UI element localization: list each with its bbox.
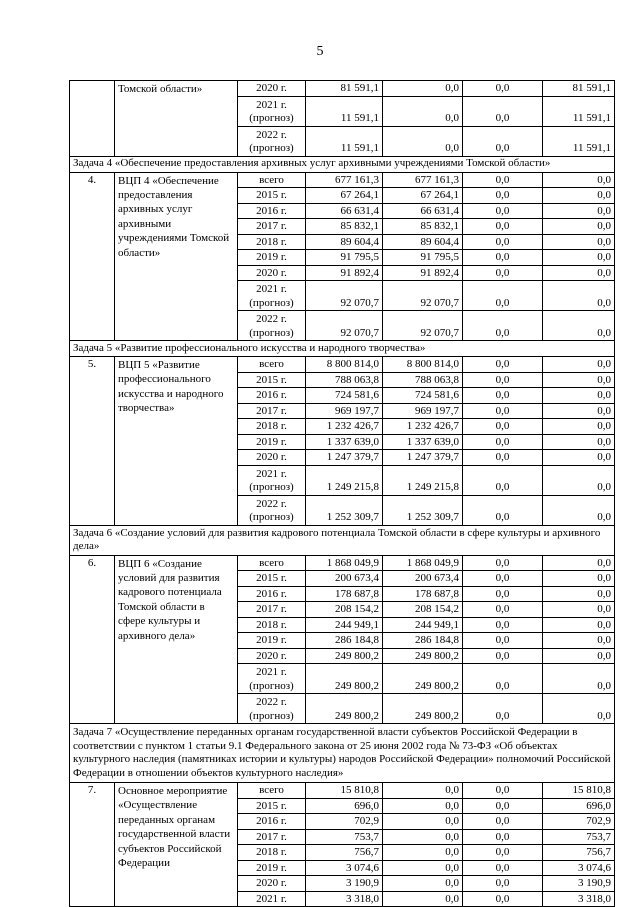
year-cell: 2018 г. — [238, 845, 306, 861]
value-cell: 0,0 — [543, 419, 615, 435]
value-cell: 249 800,2 — [383, 648, 463, 664]
total-cell: 244 949,1 — [306, 617, 383, 633]
value-cell: 702,9 — [543, 814, 615, 830]
value-cell: 0,0 — [463, 311, 543, 341]
item-name: ВЦП 4 «Обеспечение предоставления архивных услуг архивными учреждениями Томской области» — [115, 172, 238, 341]
value-cell: 0,0 — [463, 648, 543, 664]
year-cell: 2021 г. (прогноз) — [238, 664, 306, 694]
value-cell: 0,0 — [463, 633, 543, 649]
value-cell: 0,0 — [543, 219, 615, 235]
value-cell: 200 673,4 — [383, 571, 463, 587]
value-cell: 0,0 — [463, 265, 543, 281]
value-cell: 0,0 — [543, 372, 615, 388]
item-name: Основное мероприятие «Осуществление переданных органам государственной власти субъектов Российской Федерации — [115, 783, 238, 907]
value-cell: 0,0 — [543, 403, 615, 419]
year-cell: 2020 г. — [238, 265, 306, 281]
value-cell: 91 795,5 — [383, 250, 463, 266]
value-cell: 0,0 — [383, 860, 463, 876]
value-cell: 244 949,1 — [383, 617, 463, 633]
value-cell: 208 154,2 — [383, 602, 463, 618]
value-cell: 1 232 426,7 — [383, 419, 463, 435]
value-cell: 0,0 — [463, 388, 543, 404]
value-cell: 67 264,1 — [383, 188, 463, 204]
year-cell: 2019 г. — [238, 434, 306, 450]
total-cell: 3 074,6 — [306, 860, 383, 876]
value-cell: 0,0 — [463, 860, 543, 876]
year-cell: 2015 г. — [238, 571, 306, 587]
value-cell: 0,0 — [463, 845, 543, 861]
year-cell: 2022 г. (прогноз) — [238, 694, 306, 724]
value-cell: 0,0 — [463, 281, 543, 311]
table-row — [70, 555, 615, 571]
item-name: Томской области» — [115, 81, 238, 157]
year-cell: 2022 г. (прогноз) — [238, 495, 306, 525]
total-cell: 677 161,3 — [306, 172, 383, 188]
year-cell: 2020 г. — [238, 450, 306, 466]
year-cell: 2017 г. — [238, 403, 306, 419]
value-cell: 0,0 — [463, 814, 543, 830]
value-cell: 0,0 — [383, 891, 463, 907]
value-cell: 0,0 — [543, 188, 615, 204]
total-cell: 8 800 814,0 — [306, 357, 383, 373]
task-title: Задача 5 «Развитие профессионального искусства и народного творчества» — [70, 341, 615, 357]
value-cell: 0,0 — [463, 891, 543, 907]
value-cell: 0,0 — [463, 465, 543, 495]
value-cell: 0,0 — [383, 96, 463, 126]
task-row — [70, 724, 615, 783]
year-cell: всего — [238, 357, 306, 373]
total-cell: 11 591,1 — [306, 96, 383, 126]
value-cell: 0,0 — [543, 203, 615, 219]
value-cell: 0,0 — [463, 203, 543, 219]
total-cell: 178 687,8 — [306, 586, 383, 602]
value-cell: 788 063,8 — [383, 372, 463, 388]
value-cell: 969 197,7 — [383, 403, 463, 419]
value-cell: 0,0 — [463, 81, 543, 97]
value-cell: 0,0 — [543, 617, 615, 633]
total-cell: 1 232 426,7 — [306, 419, 383, 435]
value-cell: 3 318,0 — [543, 891, 615, 907]
value-cell: 0,0 — [463, 450, 543, 466]
value-cell: 0,0 — [463, 434, 543, 450]
value-cell: 0,0 — [463, 694, 543, 724]
value-cell: 8 800 814,0 — [383, 357, 463, 373]
year-cell: 2016 г. — [238, 203, 306, 219]
value-cell: 753,7 — [543, 829, 615, 845]
value-cell: 0,0 — [463, 602, 543, 618]
value-cell: 696,0 — [543, 798, 615, 814]
year-cell: 2015 г. — [238, 798, 306, 814]
budget-table — [69, 80, 615, 907]
year-cell: 2018 г. — [238, 234, 306, 250]
value-cell: 0,0 — [543, 265, 615, 281]
year-cell: 2019 г. — [238, 633, 306, 649]
table-row — [70, 357, 615, 373]
year-cell: 2021 г. (прогноз) — [238, 281, 306, 311]
value-cell: 0,0 — [463, 126, 543, 156]
total-cell: 3 318,0 — [306, 891, 383, 907]
value-cell: 0,0 — [543, 495, 615, 525]
value-cell: 0,0 — [463, 219, 543, 235]
value-cell: 0,0 — [463, 96, 543, 126]
value-cell: 249 800,2 — [383, 664, 463, 694]
total-cell: 249 800,2 — [306, 648, 383, 664]
value-cell: 0,0 — [463, 403, 543, 419]
task-title: Задача 6 «Создание условий для развития кадрового потенциала Томской области в сфере культуры и архивного дела» — [70, 525, 615, 555]
task-title: Задача 7 «Осуществление переданных органам государственной власти субъектов Российской Федерации в соответствии с пунктом 1 статьи 9.1 Федерального закона от 25 июня 2002 года № 73-ФЗ «Об объектах культурного наследия (памятниках истории и культуры) народов Российской Федерации» полномочий Российской Федерации в отношении объектов культурного наследия» — [70, 724, 615, 783]
value-cell: 0,0 — [463, 829, 543, 845]
value-cell: 15 810,8 — [543, 783, 615, 799]
value-cell: 0,0 — [463, 357, 543, 373]
value-cell: 0,0 — [543, 694, 615, 724]
total-cell: 85 832,1 — [306, 219, 383, 235]
value-cell: 286 184,8 — [383, 633, 463, 649]
value-cell: 0,0 — [463, 571, 543, 587]
item-number: 4. — [70, 172, 115, 341]
value-cell: 724 581,6 — [383, 388, 463, 404]
value-cell: 0,0 — [463, 555, 543, 571]
value-cell: 0,0 — [383, 798, 463, 814]
table-row — [70, 81, 615, 97]
value-cell: 81 591,1 — [543, 81, 615, 97]
total-cell: 92 070,7 — [306, 311, 383, 341]
total-cell: 1 337 639,0 — [306, 434, 383, 450]
year-cell: 2021 г. (прогноз) — [238, 465, 306, 495]
value-cell: 0,0 — [543, 388, 615, 404]
value-cell: 0,0 — [543, 555, 615, 571]
value-cell: 89 604,4 — [383, 234, 463, 250]
total-cell: 702,9 — [306, 814, 383, 830]
year-cell: 2016 г. — [238, 388, 306, 404]
value-cell: 0,0 — [463, 876, 543, 892]
year-cell: 2022 г. (прогноз) — [238, 126, 306, 156]
value-cell: 91 892,4 — [383, 265, 463, 281]
value-cell: 1 337 639,0 — [383, 434, 463, 450]
value-cell: 249 800,2 — [383, 694, 463, 724]
value-cell: 0,0 — [543, 434, 615, 450]
value-cell: 0,0 — [463, 419, 543, 435]
total-cell: 92 070,7 — [306, 281, 383, 311]
value-cell: 0,0 — [463, 798, 543, 814]
total-cell: 91 892,4 — [306, 265, 383, 281]
total-cell: 200 673,4 — [306, 571, 383, 587]
year-cell: 2016 г. — [238, 586, 306, 602]
total-cell: 208 154,2 — [306, 602, 383, 618]
value-cell: 92 070,7 — [383, 281, 463, 311]
total-cell: 788 063,8 — [306, 372, 383, 388]
value-cell: 0,0 — [543, 234, 615, 250]
table-body — [70, 81, 615, 907]
total-cell: 756,7 — [306, 845, 383, 861]
item-number — [70, 81, 115, 157]
value-cell: 0,0 — [383, 783, 463, 799]
value-cell: 0,0 — [543, 450, 615, 466]
year-cell: 2020 г. — [238, 876, 306, 892]
total-cell: 81 591,1 — [306, 81, 383, 97]
value-cell: 0,0 — [543, 602, 615, 618]
year-cell: 2022 г. (прогноз) — [238, 311, 306, 341]
value-cell: 11 591,1 — [543, 126, 615, 156]
value-cell: 0,0 — [543, 357, 615, 373]
value-cell: 0,0 — [463, 372, 543, 388]
total-cell: 1 247 379,7 — [306, 450, 383, 466]
total-cell: 89 604,4 — [306, 234, 383, 250]
year-cell: 2020 г. — [238, 648, 306, 664]
value-cell: 0,0 — [383, 126, 463, 156]
value-cell: 1 247 379,7 — [383, 450, 463, 466]
value-cell: 0,0 — [383, 876, 463, 892]
value-cell: 0,0 — [383, 829, 463, 845]
year-cell: 2018 г. — [238, 617, 306, 633]
value-cell: 0,0 — [463, 495, 543, 525]
page-number: 5 — [316, 44, 324, 59]
value-cell: 0,0 — [543, 281, 615, 311]
total-cell: 1 249 215,8 — [306, 465, 383, 495]
total-cell: 66 631,4 — [306, 203, 383, 219]
year-cell: всего — [238, 783, 306, 799]
year-cell: всего — [238, 555, 306, 571]
value-cell: 0,0 — [463, 188, 543, 204]
value-cell: 66 631,4 — [383, 203, 463, 219]
value-cell: 0,0 — [383, 814, 463, 830]
year-cell: 2017 г. — [238, 602, 306, 618]
value-cell: 3 190,9 — [543, 876, 615, 892]
year-cell: 2021 г. — [238, 891, 306, 907]
item-name: ВЦП 5 «Развитие профессионального искусства и народного творчества» — [115, 357, 238, 526]
value-cell: 0,0 — [543, 571, 615, 587]
total-cell: 286 184,8 — [306, 633, 383, 649]
item-number: 5. — [70, 357, 115, 526]
year-cell: 2015 г. — [238, 188, 306, 204]
value-cell: 0,0 — [463, 250, 543, 266]
value-cell: 1 252 309,7 — [383, 495, 463, 525]
value-cell: 0,0 — [463, 172, 543, 188]
value-cell: 0,0 — [543, 465, 615, 495]
total-cell: 724 581,6 — [306, 388, 383, 404]
total-cell: 91 795,5 — [306, 250, 383, 266]
item-number: 6. — [70, 555, 115, 724]
value-cell: 0,0 — [383, 81, 463, 97]
total-cell: 11 591,1 — [306, 126, 383, 156]
value-cell: 0,0 — [543, 250, 615, 266]
total-cell: 969 197,7 — [306, 403, 383, 419]
item-number: 7. — [70, 783, 115, 907]
total-cell: 15 810,8 — [306, 783, 383, 799]
value-cell: 0,0 — [543, 664, 615, 694]
value-cell: 0,0 — [543, 172, 615, 188]
year-cell: 2016 г. — [238, 814, 306, 830]
value-cell: 0,0 — [543, 311, 615, 341]
value-cell: 1 868 049,9 — [383, 555, 463, 571]
item-name: ВЦП 6 «Создание условий для развития кадрового потенциала Томской области в сфере культуры и архивного дела» — [115, 555, 238, 724]
value-cell: 0,0 — [543, 586, 615, 602]
task-title: Задача 4 «Обеспечение предоставления архивных услуг архивными учреждениями Томской области» — [70, 156, 615, 172]
value-cell: 1 249 215,8 — [383, 465, 463, 495]
value-cell: 0,0 — [543, 633, 615, 649]
total-cell: 3 190,9 — [306, 876, 383, 892]
total-cell: 1 252 309,7 — [306, 495, 383, 525]
table-row — [70, 172, 615, 188]
value-cell: 85 832,1 — [383, 219, 463, 235]
table-row — [70, 783, 615, 799]
total-cell: 696,0 — [306, 798, 383, 814]
total-cell: 1 868 049,9 — [306, 555, 383, 571]
value-cell: 178 687,8 — [383, 586, 463, 602]
value-cell: 0,0 — [463, 783, 543, 799]
value-cell: 0,0 — [463, 664, 543, 694]
value-cell: 92 070,7 — [383, 311, 463, 341]
year-cell: 2019 г. — [238, 860, 306, 876]
value-cell: 0,0 — [383, 845, 463, 861]
value-cell: 0,0 — [463, 234, 543, 250]
value-cell: 0,0 — [463, 586, 543, 602]
total-cell: 249 800,2 — [306, 664, 383, 694]
year-cell: 2020 г. — [238, 81, 306, 97]
year-cell: всего — [238, 172, 306, 188]
task-row — [70, 525, 615, 555]
value-cell: 677 161,3 — [383, 172, 463, 188]
value-cell: 3 074,6 — [543, 860, 615, 876]
year-cell: 2021 г. (прогноз) — [238, 96, 306, 126]
total-cell: 753,7 — [306, 829, 383, 845]
task-row — [70, 156, 615, 172]
value-cell: 756,7 — [543, 845, 615, 861]
year-cell: 2017 г. — [238, 219, 306, 235]
year-cell: 2015 г. — [238, 372, 306, 388]
year-cell: 2018 г. — [238, 419, 306, 435]
value-cell: 0,0 — [543, 648, 615, 664]
value-cell: 0,0 — [463, 617, 543, 633]
year-cell: 2017 г. — [238, 829, 306, 845]
total-cell: 67 264,1 — [306, 188, 383, 204]
total-cell: 249 800,2 — [306, 694, 383, 724]
task-row — [70, 341, 615, 357]
year-cell: 2019 г. — [238, 250, 306, 266]
value-cell: 11 591,1 — [543, 96, 615, 126]
